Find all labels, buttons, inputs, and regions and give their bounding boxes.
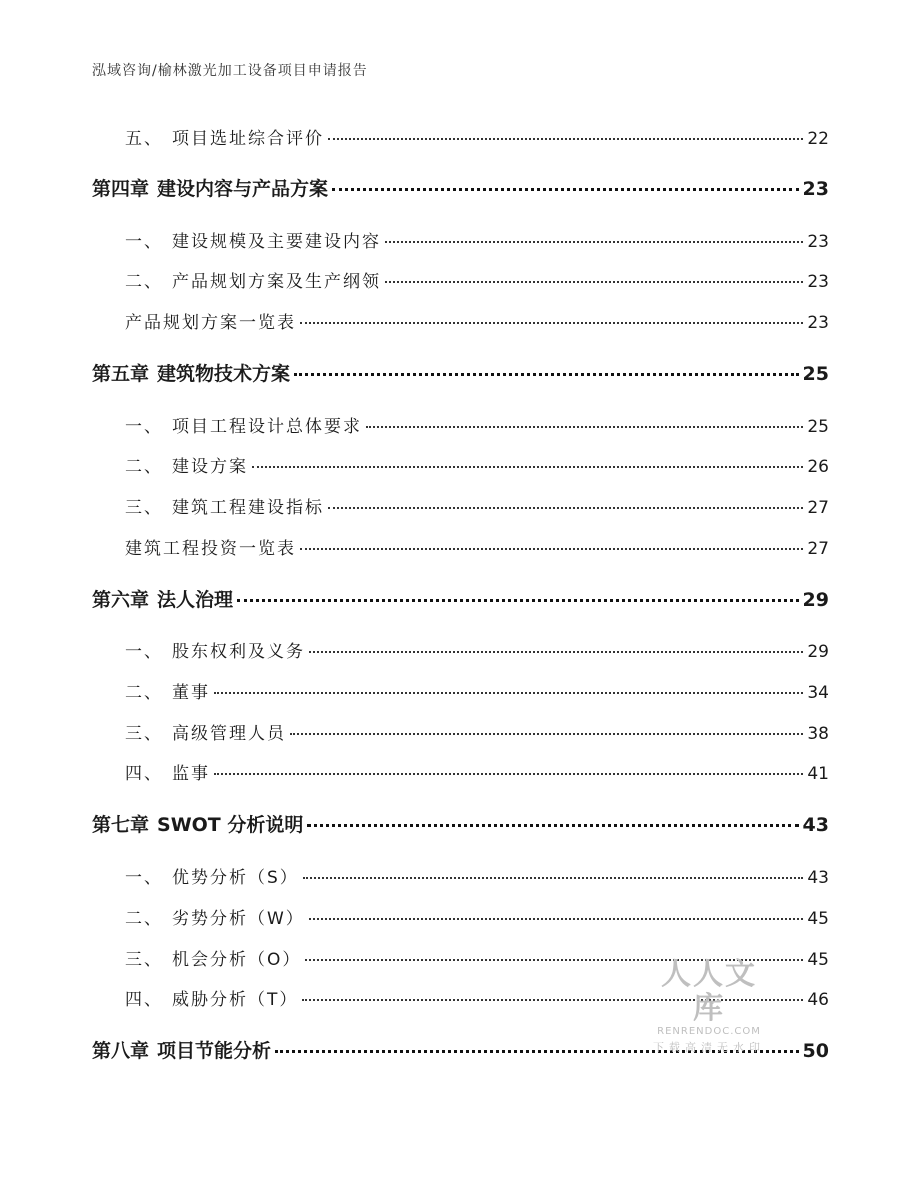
toc-page-number: 26 [807, 457, 829, 477]
toc-chapter-title: 第八章 项目节能分析 [92, 1040, 272, 1062]
toc-entry[interactable] [125, 267, 829, 292]
toc-page-number: 23 [807, 232, 829, 252]
toc-entry-title: 三、 建筑工程建设指标 [125, 498, 324, 518]
toc-entry-title: 三、 机会分析（O） [125, 950, 302, 970]
toc-entry[interactable] [125, 227, 829, 252]
toc-entry[interactable] [125, 863, 829, 888]
dot-leader [307, 824, 798, 827]
watermark-domain: RENRENDOC.COM [657, 1026, 761, 1037]
dot-leader [214, 692, 803, 694]
toc-entry[interactable] [125, 452, 829, 477]
toc-entry[interactable] [125, 412, 829, 437]
toc-page-number: 45 [807, 909, 829, 929]
toc-entry-title: 二、 产品规划方案及生产纲领 [125, 272, 381, 292]
page-header: 泓域咨询/榆林激光加工设备项目申请报告 [92, 63, 368, 79]
dot-leader [303, 877, 804, 879]
toc-page-number: 23 [807, 313, 829, 333]
dot-leader [366, 426, 803, 428]
watermark-tagline: 下载高清无水印 [653, 1041, 765, 1054]
toc-page-number: 27 [807, 498, 829, 518]
dot-leader [300, 322, 803, 324]
dot-leader [290, 733, 803, 735]
toc-page-number: 43 [807, 868, 829, 888]
toc-page-number: 50 [802, 1040, 829, 1062]
toc-page-number: 23 [802, 178, 829, 200]
toc-page-number: 46 [807, 990, 829, 1010]
toc-chapter[interactable] [92, 359, 829, 386]
toc-entry-title: 一、 优势分析（S） [125, 868, 299, 888]
toc-entry[interactable] [125, 678, 829, 703]
dot-leader [385, 281, 803, 283]
toc-entry[interactable] [125, 719, 829, 744]
toc-chapter[interactable] [92, 174, 829, 201]
toc-entry-title: 一、 建设规模及主要建设内容 [125, 232, 381, 252]
toc-entry-title: 四、 监事 [125, 764, 210, 784]
dot-leader [309, 651, 803, 653]
toc-page-number: 43 [802, 814, 829, 836]
watermark [646, 958, 772, 1056]
toc-entry-title: 一、 项目工程设计总体要求 [125, 417, 362, 437]
toc-entry-title: 产品规划方案一览表 [125, 313, 296, 333]
dot-leader [252, 466, 803, 468]
toc-entry[interactable] [125, 493, 829, 518]
toc-entry-title: 三、 高级管理人员 [125, 724, 286, 744]
toc-chapter-title: 第四章 建设内容与产品方案 [92, 178, 329, 200]
toc-page-number: 41 [807, 764, 829, 784]
toc-entry-title: 二、 董事 [125, 683, 210, 703]
dot-leader [332, 188, 799, 191]
toc-page-number: 29 [807, 642, 829, 662]
dot-leader [294, 373, 799, 376]
toc-chapter[interactable] [92, 810, 829, 837]
toc-entry-title: 二、 建设方案 [125, 457, 248, 477]
dot-leader [385, 241, 803, 243]
dot-leader [328, 138, 803, 140]
toc-page-number: 38 [807, 724, 829, 744]
toc-entry[interactable] [125, 637, 829, 662]
toc-entry[interactable] [125, 308, 829, 333]
toc-entry[interactable] [125, 534, 829, 559]
toc-entry-title: 二、 劣势分析（W） [125, 909, 305, 929]
dot-leader [237, 599, 799, 602]
toc-entry-title: 一、 股东权利及义务 [125, 642, 305, 662]
toc-entry[interactable] [125, 124, 829, 149]
toc-page-number: 29 [802, 589, 829, 611]
watermark-logo: 人人文库 [661, 957, 757, 1026]
toc-page-number: 25 [807, 417, 829, 437]
dot-leader [328, 507, 803, 509]
toc-chapter-title: 第六章 法人治理 [92, 589, 234, 611]
toc-chapter[interactable] [92, 585, 829, 612]
toc-page-number: 45 [807, 950, 829, 970]
toc-entry[interactable] [125, 759, 829, 784]
toc-chapter-title: 第五章 建筑物技术方案 [92, 363, 291, 385]
toc-page-number: 27 [807, 539, 829, 559]
dot-leader [309, 918, 804, 920]
dot-leader [214, 773, 803, 775]
toc-entry-title: 四、 威胁分析（T） [125, 990, 299, 1010]
toc-entry[interactable] [125, 904, 829, 929]
toc-page-number: 34 [807, 683, 829, 703]
toc-chapter-title: 第七章 SWOT 分析说明 [92, 814, 304, 836]
toc-page-number: 25 [802, 363, 829, 385]
toc-entry-title: 五、 项目选址综合评价 [125, 129, 324, 149]
toc-page-number: 22 [807, 129, 829, 149]
toc-entry-title: 建筑工程投资一览表 [125, 539, 296, 559]
dot-leader [300, 548, 803, 550]
toc-page-number: 23 [807, 272, 829, 292]
